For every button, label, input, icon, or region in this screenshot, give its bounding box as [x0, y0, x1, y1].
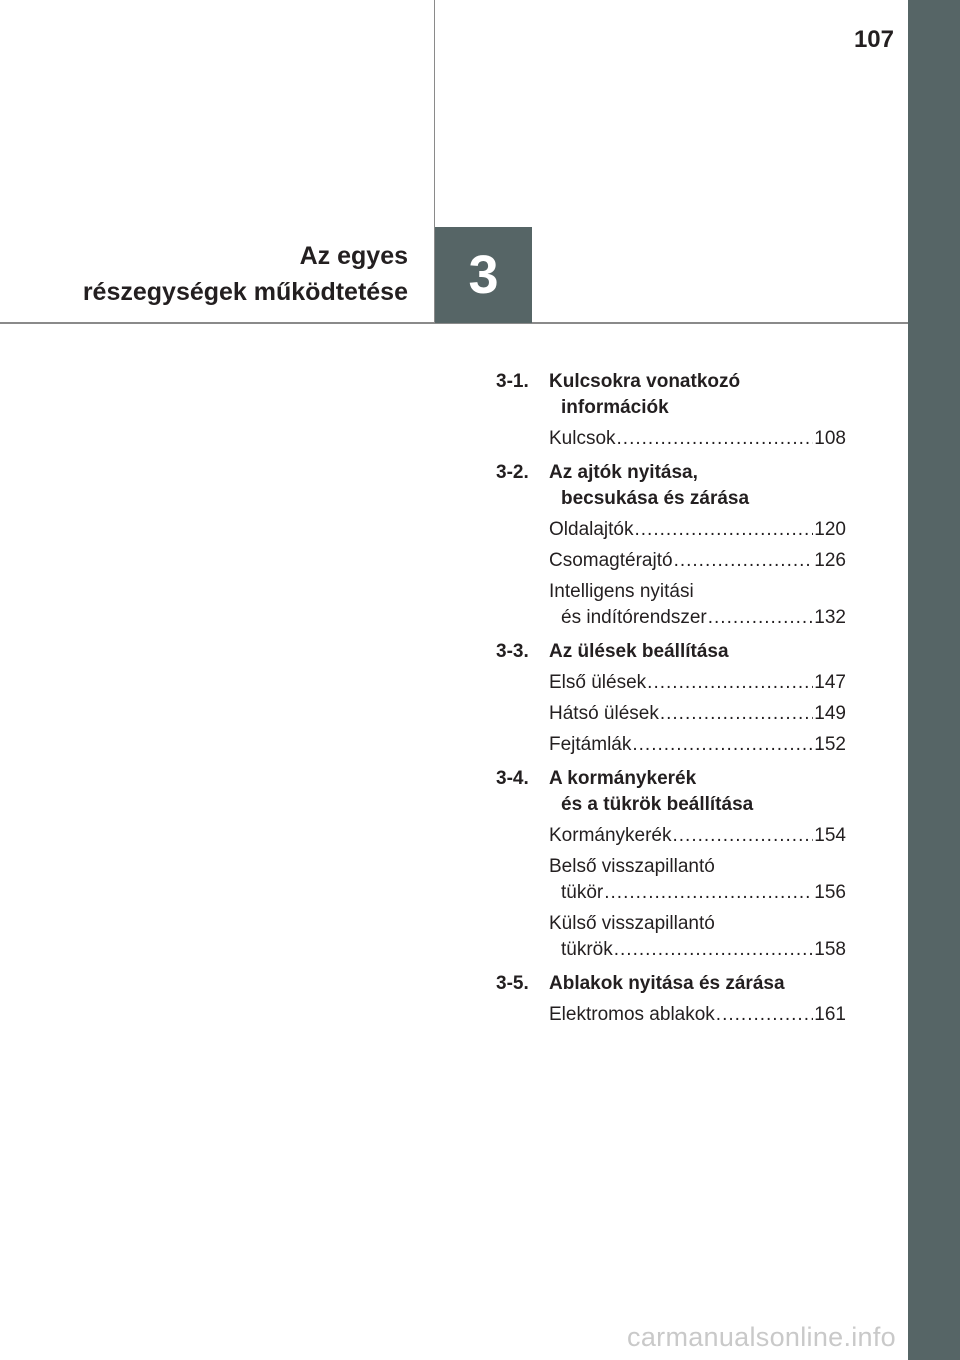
entry-row [549, 548, 846, 574]
dot-leader [716, 1002, 814, 1028]
chapter-title-line: Az egyes [299, 242, 408, 270]
table-of-contents [496, 369, 846, 1028]
section-title-line: és a tükrök beállítása [561, 794, 754, 815]
section-title [496, 766, 846, 818]
section-number: 3-4. [496, 768, 529, 789]
entry-page-number: 161 [814, 1004, 846, 1025]
section-title [496, 369, 846, 421]
toc-entry[interactable] [496, 854, 846, 906]
section-title-line: Az ajtók nyitása, [549, 462, 698, 483]
entry-page-number: 158 [814, 939, 846, 960]
entry-page-number: 108 [814, 428, 846, 449]
chapter-number-box [435, 227, 532, 323]
dot-leader [660, 701, 813, 727]
entry-page-number: 152 [814, 734, 846, 755]
toc-entry[interactable] [496, 911, 846, 963]
entry-page-number: 156 [814, 882, 846, 903]
toc-section [496, 460, 846, 512]
toc-entry[interactable] [496, 579, 846, 631]
toc-entry[interactable] [496, 426, 846, 452]
entry-page-number: 120 [814, 519, 846, 540]
section-title [496, 460, 846, 512]
dot-leader [673, 823, 814, 849]
dot-leader [604, 880, 813, 906]
entry-page-number: 126 [814, 550, 846, 571]
dot-leader [708, 605, 814, 631]
entry-row [549, 701, 846, 727]
section-number: 3-1. [496, 371, 529, 392]
section-title-line: Az ülések beállítása [549, 641, 729, 662]
section-number: 3-2. [496, 462, 529, 483]
toc-entry[interactable] [496, 1002, 846, 1028]
entry-label: Kulcsok [549, 428, 616, 449]
toc-entry[interactable] [496, 823, 846, 849]
section-title [496, 639, 846, 665]
dot-leader [647, 670, 813, 696]
page-number: 107 [853, 26, 894, 53]
entry-row [549, 605, 846, 631]
entry-page-number: 147 [814, 672, 846, 693]
entry-row [549, 937, 846, 963]
entry-label: Intelligens nyitási [549, 581, 694, 602]
side-tab [908, 0, 960, 1360]
entry-row [549, 426, 846, 452]
section-title-line: A kormánykerék [549, 768, 697, 789]
dot-leader [635, 517, 814, 543]
entry-label: Elektromos ablakok [549, 1004, 715, 1025]
entry-label: Külső visszapillantó [549, 913, 715, 934]
toc-entry[interactable] [496, 548, 846, 574]
section-title-line: információk [561, 397, 669, 418]
chapter-title [0, 238, 408, 310]
entry-label: Fejtámlák [549, 734, 632, 755]
watermark: carmanualsonline.info [627, 1322, 896, 1352]
entry-row [549, 880, 846, 906]
entry-label: Kormánykerék [549, 825, 672, 846]
entry-row [549, 517, 846, 543]
entry-row [549, 670, 846, 696]
entry-row [549, 732, 846, 758]
dot-leader [674, 548, 814, 574]
entry-label: Hátsó ülések [549, 703, 659, 724]
section-title-line: Ablakok nyitása és zárása [549, 973, 785, 994]
toc-section [496, 971, 846, 997]
entry-label: tükör [561, 882, 604, 903]
entry-page-number: 149 [814, 703, 846, 724]
entry-label: tükrök [561, 939, 613, 960]
entry-label: és indítórendszer [561, 607, 707, 628]
toc-entry[interactable] [496, 517, 846, 543]
entry-label: Belső visszapillantó [549, 856, 715, 877]
toc-entry[interactable] [496, 732, 846, 758]
toc-entry[interactable] [496, 701, 846, 727]
section-number: 3-5. [496, 973, 529, 994]
chapter-number: 3 [468, 245, 499, 305]
dot-leader [632, 732, 813, 758]
toc-section [496, 639, 846, 665]
toc-entry[interactable] [496, 670, 846, 696]
section-title-line: Kulcsokra vonatkozó [549, 371, 741, 392]
section-title-line: becsukása és zárása [561, 488, 750, 509]
entry-row [549, 823, 846, 849]
toc-section [496, 766, 846, 818]
section-title [496, 971, 846, 997]
entry-label: Oldalajtók [549, 519, 634, 540]
toc-section [496, 369, 846, 421]
dot-leader [617, 426, 814, 452]
dot-leader [614, 937, 814, 963]
chapter-title-line: részegységek működtetése [82, 278, 408, 306]
entry-label: Csomagtérajtó [549, 550, 673, 571]
section-number: 3-3. [496, 641, 529, 662]
entry-page-number: 132 [814, 607, 846, 628]
entry-row [549, 1002, 846, 1028]
entry-label: Első ülések [549, 672, 647, 693]
entry-page-number: 154 [814, 825, 846, 846]
